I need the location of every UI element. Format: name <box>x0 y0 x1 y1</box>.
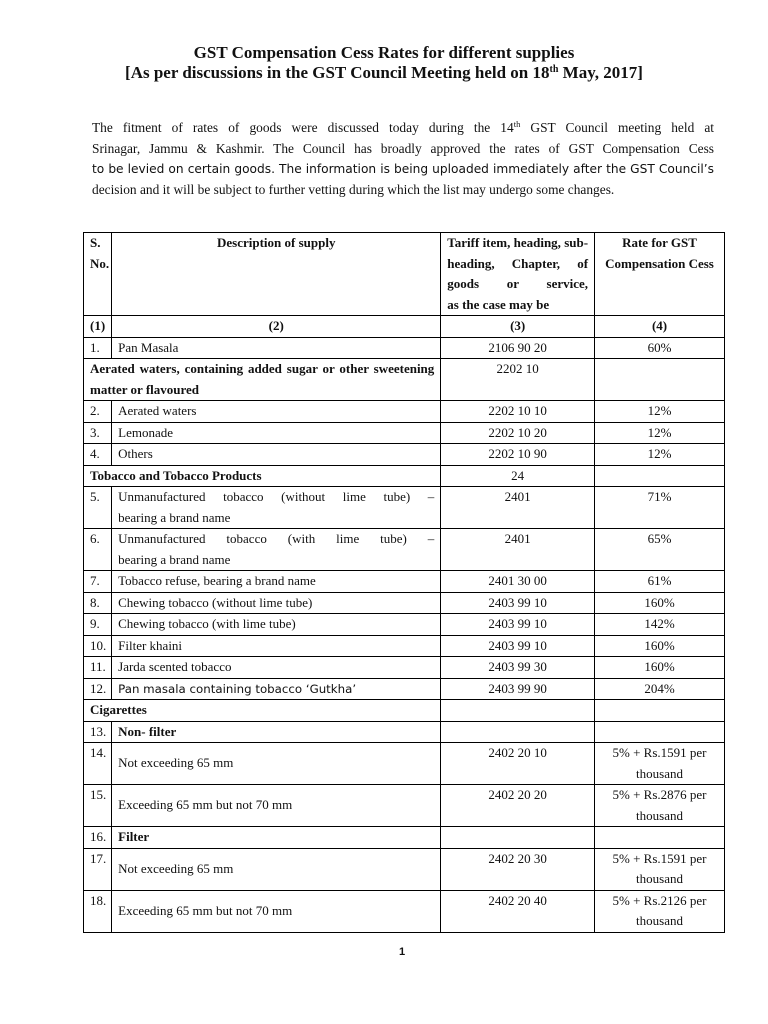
row-tariff: 2403 99 10 <box>441 614 595 636</box>
table-row <box>84 571 725 593</box>
row-tariff <box>441 827 595 849</box>
row-tariff: 24 <box>441 465 595 487</box>
table-row <box>84 487 725 529</box>
row-tariff: 2403 99 10 <box>441 592 595 614</box>
row-number: 9. <box>84 614 112 636</box>
row-rate: 61% <box>595 571 725 593</box>
intro-line-1: The fitment of rates of goods were discussed today during the 14th GST Council meeting held at <box>92 119 715 135</box>
row-rate: 5% + Rs.2126 per thousand <box>595 890 725 932</box>
row-description: Chewing tobacco (with lime tube) <box>112 614 441 636</box>
header-description: Description of supply <box>112 233 441 316</box>
section-heading: Tobacco and Tobacco Products <box>84 465 441 487</box>
table-row <box>84 635 725 657</box>
row-tariff: 2401 <box>441 529 595 571</box>
section-heading: Aerated waters, containing added sugar or other sweetening matter or flavoured <box>84 359 441 401</box>
row-tariff: 2202 10 10 <box>441 401 595 423</box>
row-description: Not exceeding 65 mm <box>112 848 441 890</box>
row-tariff: 2403 99 10 <box>441 635 595 657</box>
row-tariff: 2202 10 20 <box>441 422 595 444</box>
row-rate: 12% <box>595 444 725 466</box>
row-description: Pan Masala <box>112 337 441 359</box>
row-number: 16. <box>84 827 112 849</box>
row-tariff: 2202 10 90 <box>441 444 595 466</box>
cess-rates-table <box>83 232 725 933</box>
row-rate: 71% <box>595 487 725 529</box>
row-rate <box>595 721 725 743</box>
row-number: 14. <box>84 743 112 785</box>
table-row <box>84 827 725 849</box>
table-row <box>84 592 725 614</box>
table-row <box>84 401 725 423</box>
row-rate: 12% <box>595 401 725 423</box>
row-description: Others <box>112 444 441 466</box>
page-number: 1 <box>398 946 406 958</box>
row-number: 6. <box>84 529 112 571</box>
row-tariff: 2402 20 20 <box>441 785 595 827</box>
row-number: 17. <box>84 848 112 890</box>
row-tariff: 2106 90 20 <box>441 337 595 359</box>
row-rate: 204% <box>595 678 725 700</box>
row-description: Aerated waters <box>112 401 441 423</box>
table-row <box>84 678 725 700</box>
row-rate: 160% <box>595 635 725 657</box>
row-tariff: 2403 99 90 <box>441 678 595 700</box>
intro-line-2: Srinagar, Jammu & Kashmir. The Council has broadly approved the rates of GST Compensation Cess <box>92 140 714 156</box>
row-rate <box>595 465 725 487</box>
row-rate: 160% <box>595 592 725 614</box>
table-row <box>84 614 725 636</box>
document-title: GST Compensation Cess Rates for different supplies <box>193 43 575 62</box>
table-section-row <box>84 700 725 722</box>
row-number: 4. <box>84 444 112 466</box>
row-tariff: 2402 20 40 <box>441 890 595 932</box>
row-rate: 142% <box>595 614 725 636</box>
intro-paragraph <box>92 118 714 200</box>
column-number: (4) <box>595 316 725 338</box>
table-row <box>84 890 725 932</box>
row-rate: 5% + Rs.2876 per thousand <box>595 785 725 827</box>
table-row <box>84 721 725 743</box>
row-rate <box>595 700 725 722</box>
column-number: (3) <box>441 316 595 338</box>
row-number: 10. <box>84 635 112 657</box>
row-tariff <box>441 700 595 722</box>
row-number: 11. <box>84 657 112 679</box>
row-tariff: 2401 30 00 <box>441 571 595 593</box>
row-number: 5. <box>84 487 112 529</box>
document-subtitle: [As per discussions in the GST Council Meeting held on 18th May, 2017] <box>125 63 643 82</box>
row-rate: 65% <box>595 529 725 571</box>
row-description: Non- filter <box>112 721 441 743</box>
row-number: 13. <box>84 721 112 743</box>
row-description: Unmanufactured tobacco (without lime tube) – bearing a brand name <box>112 487 441 529</box>
row-description: Filter <box>112 827 441 849</box>
row-description: Not exceeding 65 mm <box>112 743 441 785</box>
intro-line-4: decision and it will be subject to further vetting during which the list may undergo some changes. <box>92 181 615 197</box>
section-heading: Cigarettes <box>84 700 441 722</box>
row-rate <box>595 827 725 849</box>
row-number: 3. <box>84 422 112 444</box>
row-tariff: 2402 20 30 <box>441 848 595 890</box>
row-number: 2. <box>84 401 112 423</box>
column-number-row <box>84 316 725 338</box>
table-row <box>84 422 725 444</box>
row-rate: 5% + Rs.1591 per thousand <box>595 743 725 785</box>
row-description: Unmanufactured tobacco (with lime tube) – bearing a brand name <box>112 529 441 571</box>
row-rate <box>595 359 725 401</box>
row-description: Lemonade <box>112 422 441 444</box>
header-tariff: Tariff item, heading, sub-heading, Chapter, of goods or service, as the case may be <box>441 233 595 316</box>
row-description: Tobacco refuse, bearing a brand name <box>112 571 441 593</box>
row-description: Filter khaini <box>112 635 441 657</box>
table-row <box>84 337 725 359</box>
row-description: Chewing tobacco (without lime tube) <box>112 592 441 614</box>
row-rate: 5% + Rs.1591 per thousand <box>595 848 725 890</box>
row-tariff: 2403 99 30 <box>441 657 595 679</box>
row-number: 18. <box>84 890 112 932</box>
header-rate: Rate for GST Compensation Cess <box>595 233 725 316</box>
table-row <box>84 657 725 679</box>
row-rate: 160% <box>595 657 725 679</box>
column-number: (1) <box>84 316 112 338</box>
table-row <box>84 785 725 827</box>
table-section-row <box>84 359 725 401</box>
row-number: 12. <box>84 678 112 700</box>
table-row <box>84 743 725 785</box>
row-rate: 12% <box>595 422 725 444</box>
row-tariff: 2401 <box>441 487 595 529</box>
intro-line-3: to be levied on certain goods. The information is being uploaded immediately after the GST Council’s <box>92 162 714 176</box>
table-header-row <box>84 233 725 316</box>
column-number: (2) <box>112 316 441 338</box>
row-description: Jarda scented tobacco <box>112 657 441 679</box>
table-row <box>84 848 725 890</box>
row-description: Pan masala containing tobacco ‘Gutkha’ <box>112 678 441 700</box>
row-description: Exceeding 65 mm but not 70 mm <box>112 890 441 932</box>
table-row <box>84 444 725 466</box>
table-row <box>84 529 725 571</box>
row-number: 7. <box>84 571 112 593</box>
row-tariff: 2202 10 <box>441 359 595 401</box>
row-tariff <box>441 721 595 743</box>
row-description: Exceeding 65 mm but not 70 mm <box>112 785 441 827</box>
row-number: 15. <box>84 785 112 827</box>
header-sno: S. No. <box>84 233 112 316</box>
row-tariff: 2402 20 10 <box>441 743 595 785</box>
row-number: 8. <box>84 592 112 614</box>
row-rate: 60% <box>595 337 725 359</box>
row-number: 1. <box>84 337 112 359</box>
table-section-row <box>84 465 725 487</box>
